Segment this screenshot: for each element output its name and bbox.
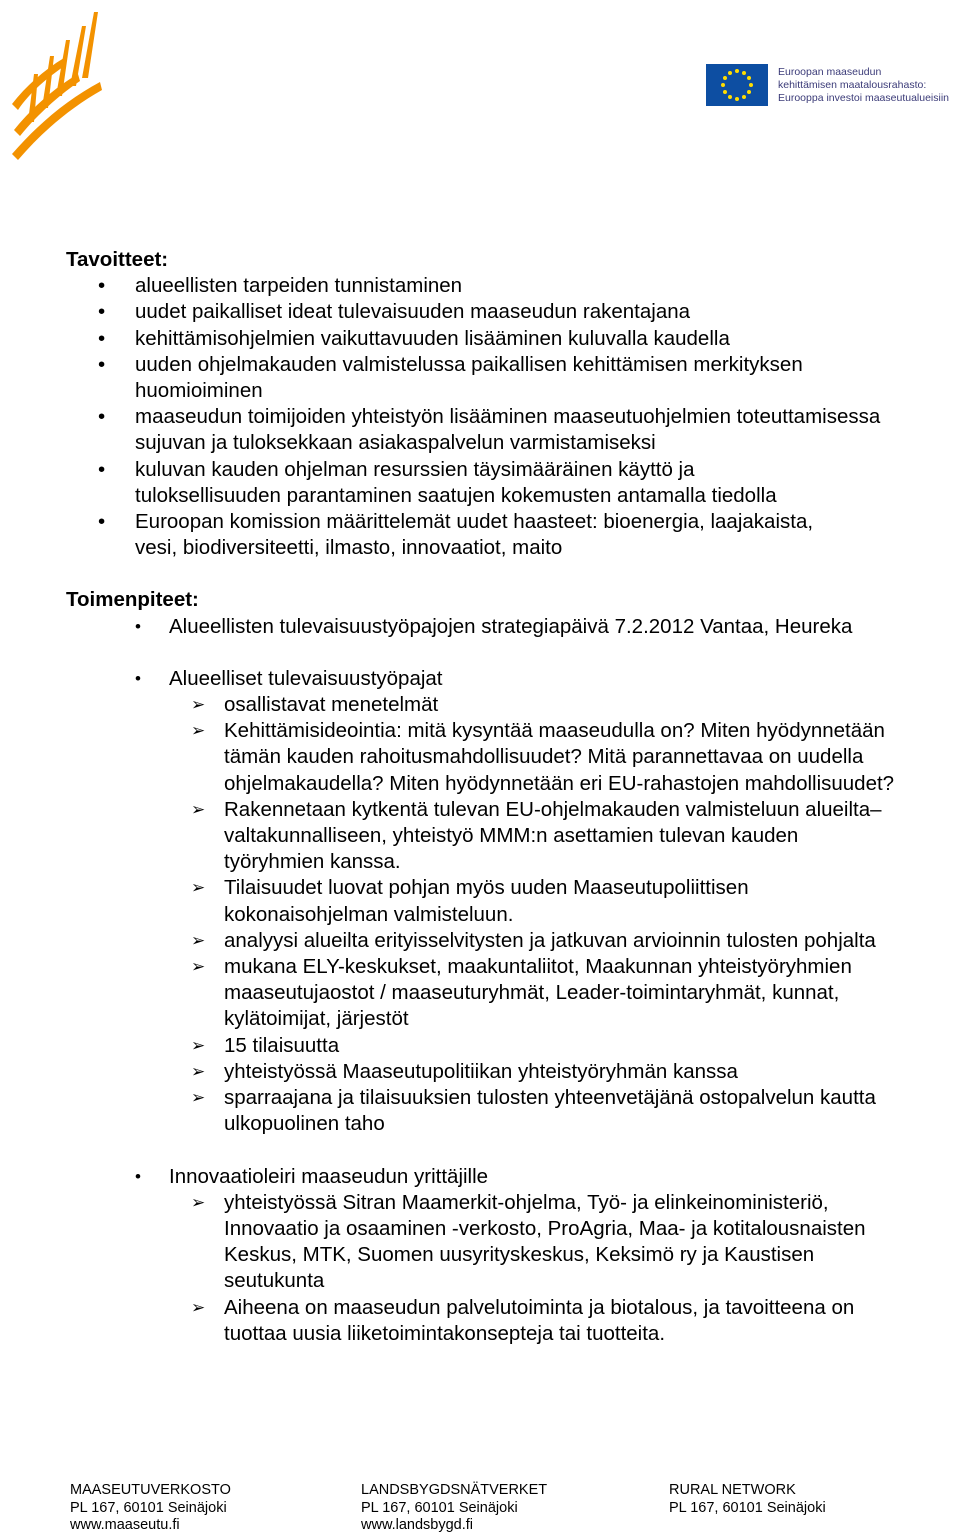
sub-list-item: ➢ analyysi alueilta erityisselvitysten ja jatkuvan arvioinnin tulosten pohjalta — [169, 928, 896, 954]
sub-list-item: ➢ Kehittämisideointia: mitä kysyntää maaseudulla on? Miten hyödynnetään tämän kauden rahoitusmahdollisuudet? Mitä parannettavaa on uudella ohjelmakaudella? Miten hyödynnetään eri EU-rahastojen mahdollisuudet? — [169, 718, 896, 797]
eu-text-line: kehittämisen maatalousrahasto: — [778, 79, 927, 91]
sub-list-item: ➢ osallistavat menetelmät — [169, 692, 896, 718]
list-item: • uuden ohjelmakauden valmistelussa paikallisen kehittämisen merkityksen huomioiminen — [66, 352, 896, 404]
list-item — [66, 1164, 896, 1347]
footer-org-name: RURAL NETWORK — [669, 1482, 796, 1498]
list-item: • kehittämisohjelmien vaikuttavuuden lisääminen kuluvalla kaudella — [66, 326, 896, 352]
footer-column — [669, 1482, 826, 1517]
sub-list-item: ➢ sparraajana ja tilaisuuksien tulosten yhteenvetäjänä ostopalvelun kautta ulkopuolinen taho — [169, 1085, 896, 1137]
maaseutuverkosto-logo — [8, 4, 104, 160]
sub-list-item: ➢ Aiheena on maaseudun palvelutoiminta ja biotalous, ja tavoitteena on tuottaa uusia liiketoimintakonsepteja tai tuotteita. — [169, 1295, 896, 1347]
action-title: Innovaatioleiri maaseudun yrittäjille — [169, 1164, 489, 1188]
footer-website-link[interactable]: www.maaseutu.fi — [70, 1517, 180, 1533]
eu-emblem — [706, 64, 956, 106]
footer-org-name: MAASEUTUVERKOSTO — [70, 1482, 231, 1498]
footer-address: PL 167, 60101 Seinäjoki — [361, 1499, 518, 1516]
footer-column — [361, 1482, 547, 1535]
footer-address: PL 167, 60101 Seinäjoki — [70, 1499, 227, 1516]
footer-website-link[interactable]: www.landsbygd.fi — [361, 1517, 474, 1533]
list-item: • kuluvan kauden ohjelman resurssien täysimääräinen käyttö ja tuloksellisuuden parantaminen saatujen kokemusten antamalla tiedolla — [66, 457, 896, 509]
sub-list-item: ➢ mukana ELY-keskukset, maakuntaliitot, Maakunnan yhteistyöryhmien maaseutujaostot / maaseuturyhmät, Leader-toimintaryhmät, kunnat, kylätoimijat, järjestöt — [169, 954, 896, 1033]
sub-list — [66, 1190, 896, 1347]
sub-list-item: ➢ Tilaisuudet luovat pohjan myös uuden Maaseutupoliittisen kokonaisohjelman valmisteluun. — [169, 875, 896, 927]
list-item — [66, 614, 896, 640]
list-item: • uudet paikalliset ideat tulevaisuuden maaseudun rakentajana — [66, 299, 896, 325]
footer-org-name: LANDSBYGDSNÄTVERKET — [361, 1482, 548, 1498]
sub-list — [66, 692, 896, 1137]
list-item: • Euroopan komission määrittelemät uudet haasteet: bioenergia, laajakaista, vesi, biodiversiteetti, ilmasto, innovaatiot, maito — [66, 509, 896, 561]
list-item — [66, 666, 896, 1138]
action-title: Alueelliset tulevaisuustyöpajat — [169, 666, 443, 690]
eu-text-line: Eurooppa investoi maaseutualueisiin — [778, 92, 950, 104]
goals-heading: Tavoitteet: — [66, 248, 169, 271]
sub-list-item: ➢ yhteistyössä Maaseutupolitiikan yhteistyöryhmän kanssa — [169, 1059, 896, 1085]
eu-fund-text — [778, 66, 960, 105]
sub-list-item: ➢ yhteistyössä Sitran Maamerkit-ohjelma, Työ- ja elinkeinoministeriö, Innovaatio ja osaaminen -verkosto, ProAgria, Maa- ja kotitalousnaisten Keskus, MTK, Suomen uusyrityskeskus, Keksimö ry ja Kaustisen seutukunta — [169, 1190, 896, 1295]
list-item: • maaseudun toimijoiden yhteistyön lisääminen maaseutuohjelmien toteuttamisessa sujuvan ja tuloksekkaan asiakaspalvelun varmistamiseksi — [66, 404, 896, 456]
document-body — [66, 247, 896, 1347]
sub-list-item: ➢ 15 tilaisuutta — [169, 1033, 896, 1059]
sub-list-item: ➢ Rakennetaan kytkentä tulevan EU-ohjelmakauden valmisteluun alueilta–valtakunnalliseen, yhteistyö MMM:n asettamien tulevan kauden työryhmien kanssa. — [169, 797, 896, 876]
action-title: Alueellisten tulevaisuustyöpajojen strategiapäivä 7.2.2012 Vantaa, Heureka — [169, 614, 853, 638]
footer-column — [70, 1482, 231, 1535]
eu-flag-icon — [706, 64, 768, 106]
goals-list — [66, 273, 896, 561]
actions-heading: Toimenpiteet: — [66, 588, 199, 612]
footer-address: PL 167, 60101 Seinäjoki — [669, 1499, 826, 1516]
actions-list — [66, 614, 896, 1347]
list-item: • alueellisten tarpeiden tunnistaminen — [66, 273, 896, 299]
eu-text-line: Euroopan maaseudun — [778, 66, 882, 78]
